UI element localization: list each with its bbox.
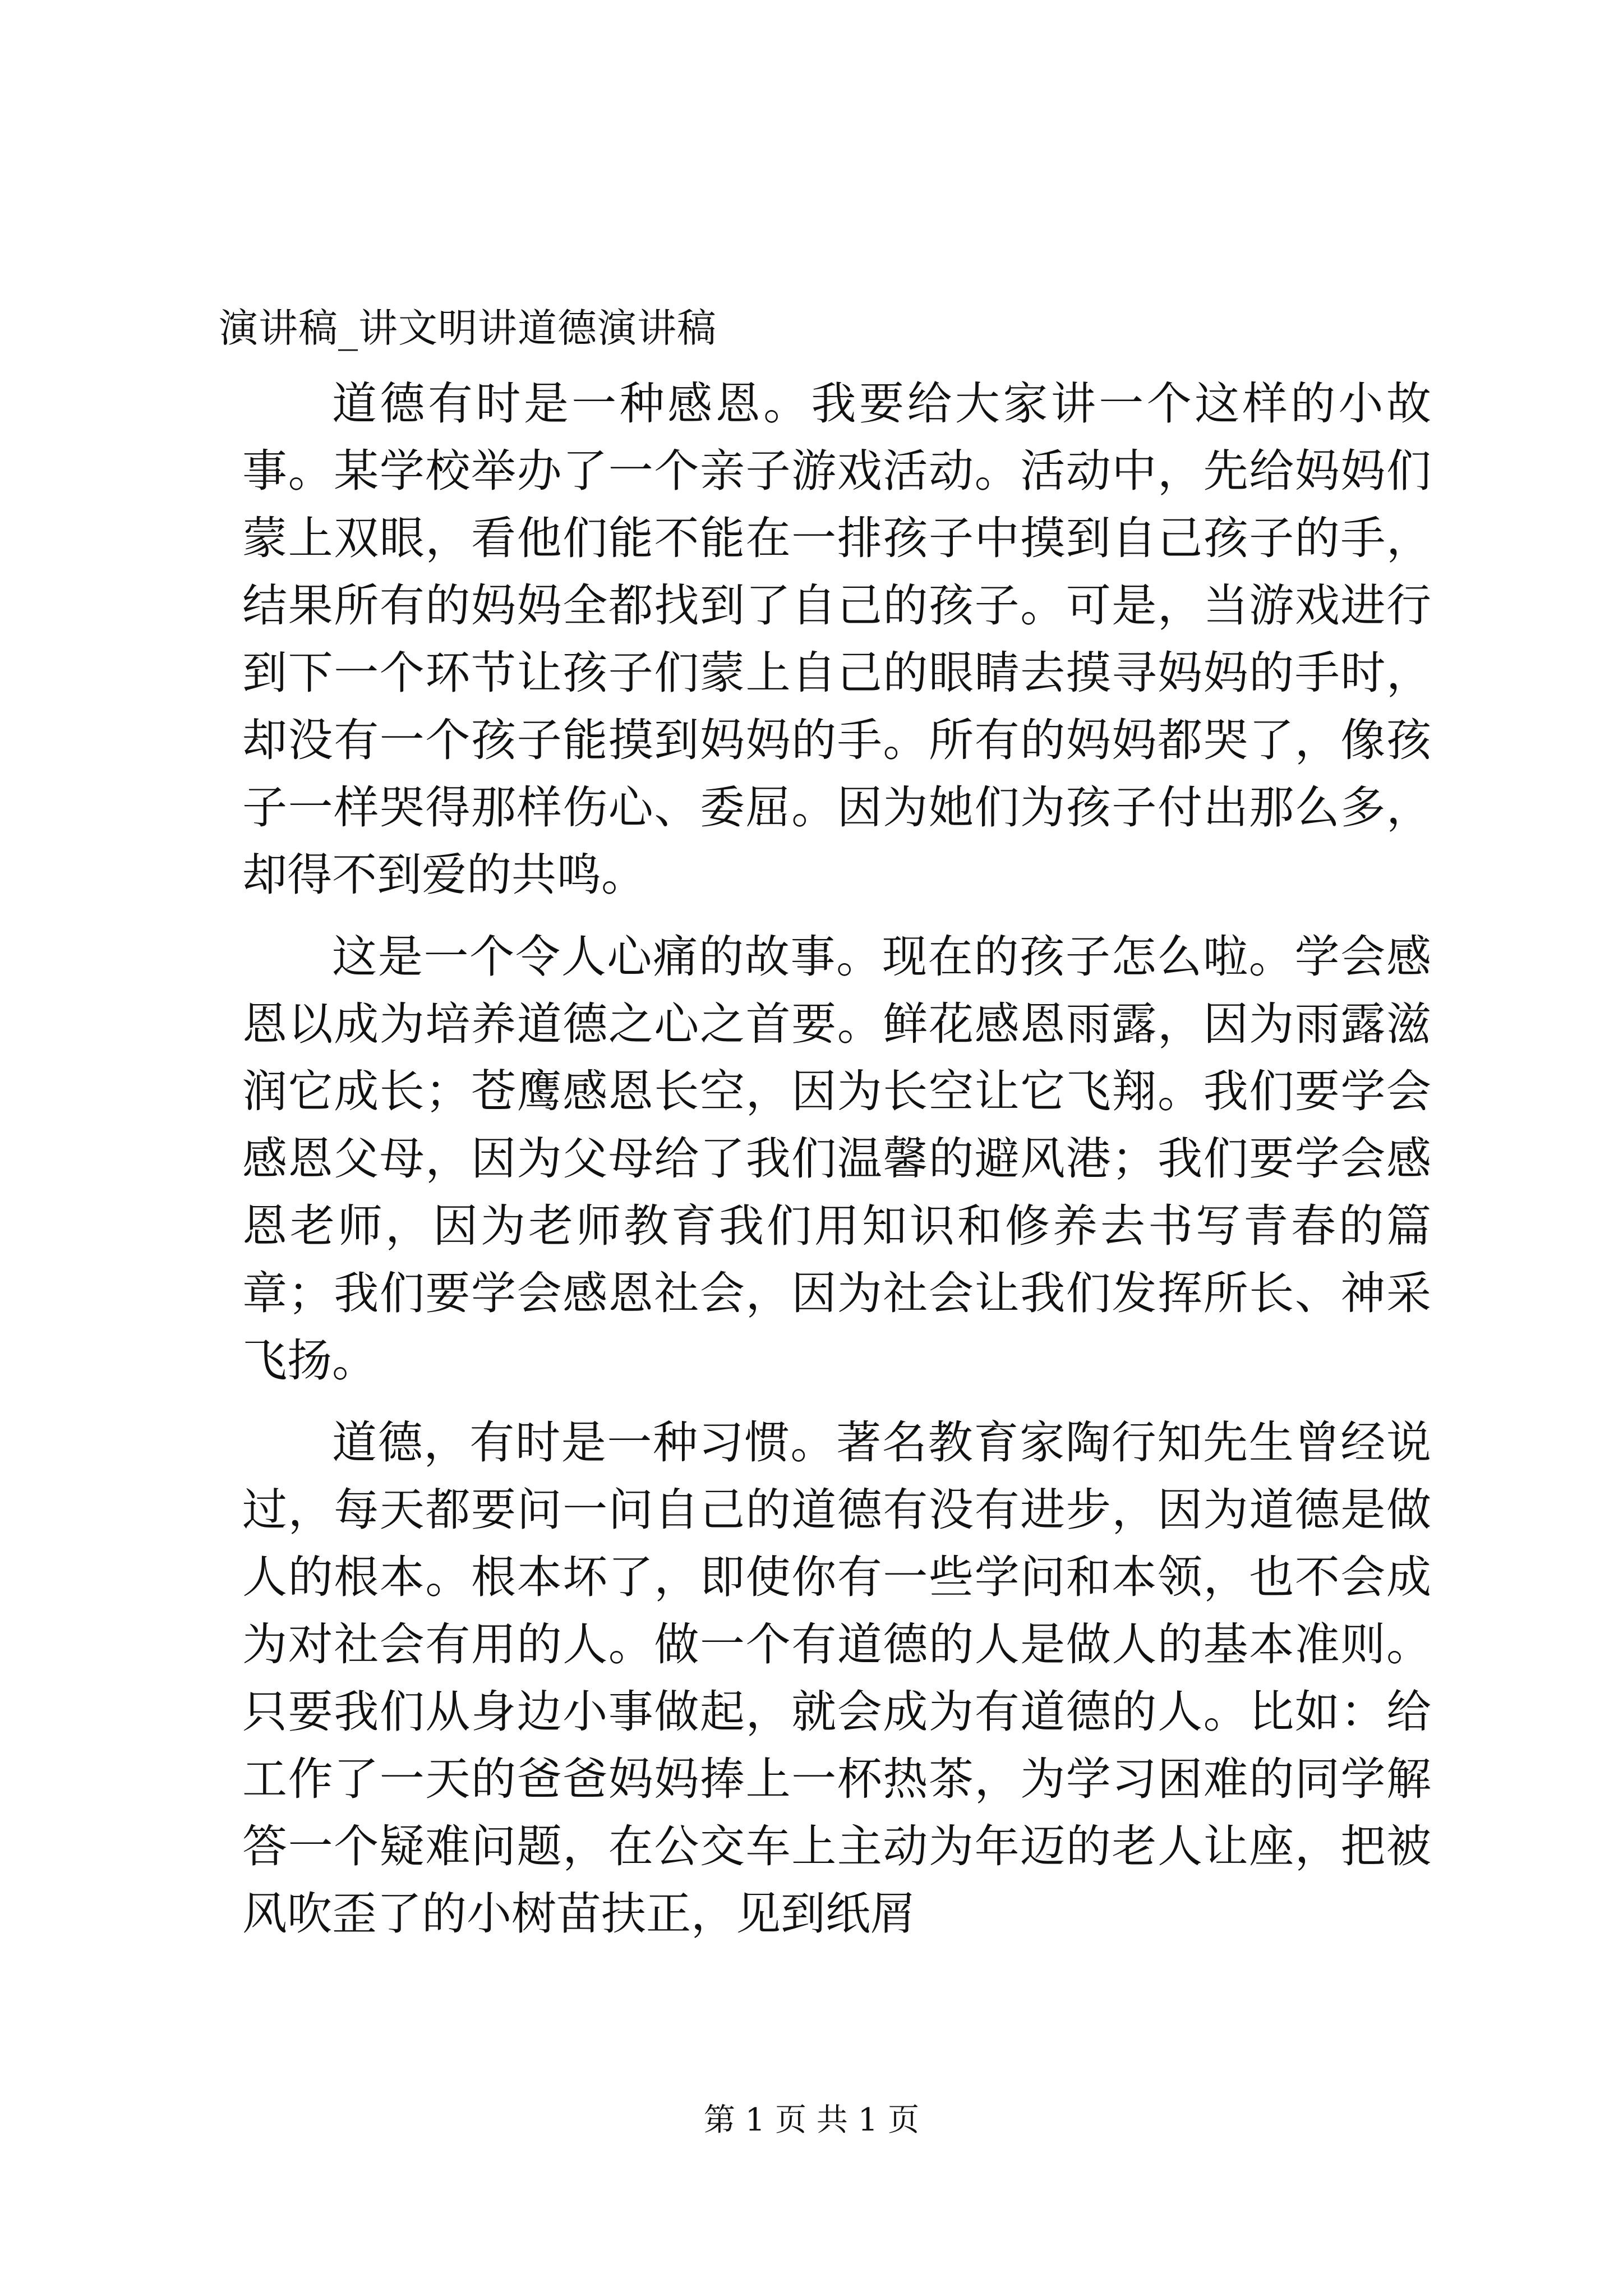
page-footer: 第 1 页 共 1 页 [703,2102,920,2138]
document-title: 演讲稿_讲文明讲道德演讲稿 [219,305,717,351]
document-body [242,370,1431,1962]
paragraph-2: 这是一个令人心痛的故事。现在的孩子怎么啦。学会感恩以成为培养道德之心之首要。鲜花感恩雨露，因为雨露滋润它成长；苍鹰感恩长空，因为长空让它飞翔。我们要学会感恩父母，因为父母给了我们温馨的避风港；我们要学会感恩老师，因为老师教育我们用知识和修养去书写青春的篇章；我们要学会感恩社会，因为社会让我们发挥所长、神采飞扬。 [242,931,1431,1387]
paragraph-1: 道德有时是一种感恩。我要给大家讲一个这样的小故事。某学校举办了一个亲子游戏活动。活动中，先给妈妈们蒙上双眼，看他们能不能在一排孩子中摸到自己孩子的手，结果所有的妈妈全都找到了自己的孩子。可是，当游戏进行到下一个环节让孩子们蒙上自己的眼睛去摸寻妈妈的手时，却没有一个孩子能摸到妈妈的手。所有的妈妈都哭了，像孩子一样哭得那样伤心、委屈。因为她们为孩子付出那么多，却得不到爱的共鸣。 [242,378,1431,901]
paragraph-3: 道德，有时是一种习惯。著名教育家陶行知先生曾经说过，每天都要问一问自己的道德有没有进步，因为道德是做人的根本。根本坏了，即使你有一些学问和本领，也不会成为对社会有用的人。做一个有道德的人是做人的基本准则。只要我们从身边小事做起，就会成为有道德的人。比如：给工作了一天的爸爸妈妈捧上一杯热茶，为学习困难的同学解答一个疑难问题，在公交车上主动为年迈的老人让座，把被风吹歪了的小树苗扶正，见到纸屑 [242,1416,1431,1940]
